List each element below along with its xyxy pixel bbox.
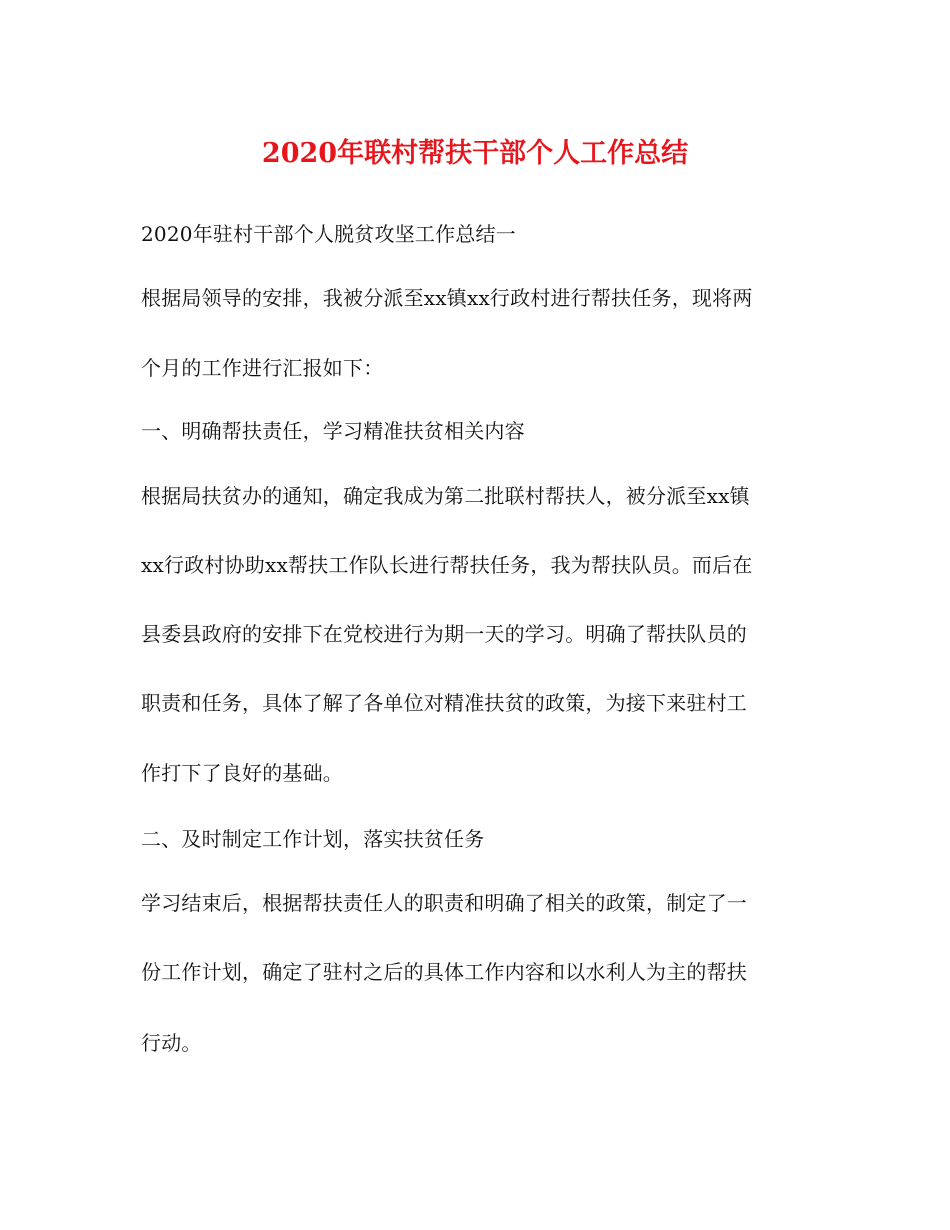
document-title: 2020年联村帮扶干部个人工作总结 [261, 138, 689, 169]
paragraph-line: 作打下了良好的基础。 [141, 761, 343, 785]
paragraph-line: 学习结束后，根据帮扶责任人的职责和明确了相关的政策，制定了一 [141, 891, 747, 915]
paragraph-line: 根据局领导的安排，我被分派至xx镇xx行政村进行帮扶任务，现将两 [141, 286, 753, 310]
paragraph-line: 份工作计划，确定了驻村之后的具体工作内容和以水利人为主的帮扶 [141, 960, 747, 984]
paragraph-line: 个月的工作进行汇报如下： [141, 356, 384, 380]
paragraph-line: 县委县政府的安排下在党校进行为期一天的学习。明确了帮扶队员的 [141, 622, 747, 646]
paragraph-line: 行动。 [141, 1031, 202, 1055]
paragraph-line: 职责和任务，具体了解了各单位对精准扶贫的政策，为接下来驻村工 [141, 691, 747, 715]
paragraph-line: 根据局扶贫办的通知，确定我成为第二批联村帮扶人，被分派至xx镇 [141, 484, 750, 508]
paragraph-line: xx行政村协助xx帮扶工作队长进行帮扶任务，我为帮扶队员。而后在 [141, 553, 753, 577]
subtitle-line: 2020年驻村干部个人脱贫攻坚工作总结一 [141, 222, 516, 246]
section-heading: 一、明确帮扶责任，学习精准扶贫相关内容 [141, 419, 525, 443]
section-heading: 二、及时制定工作计划，落实扶贫任务 [141, 827, 485, 851]
